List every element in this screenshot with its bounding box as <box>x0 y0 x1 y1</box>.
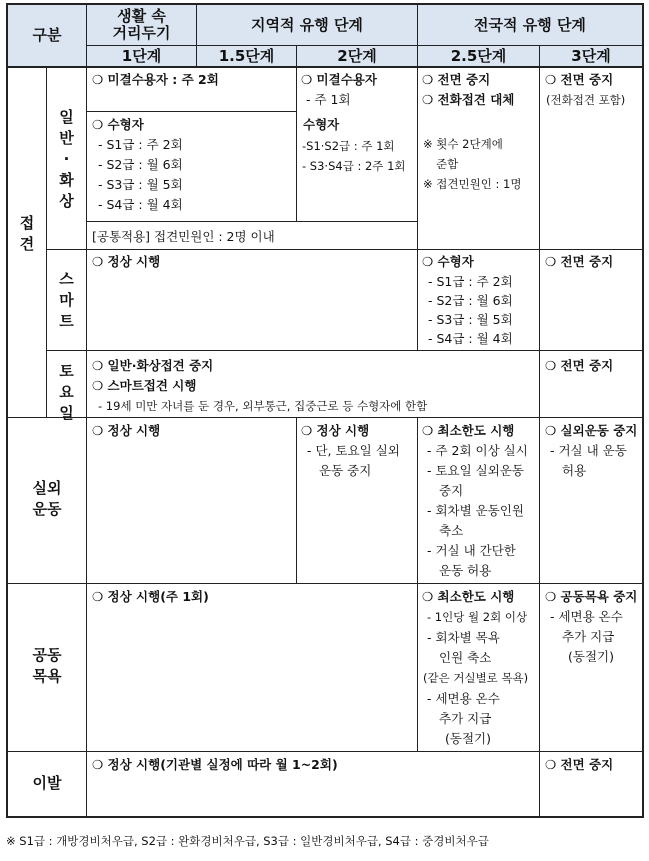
outdoor-l25-item: - 토요일 실외운동 <box>427 463 524 478</box>
header-level-3: 3단계 <box>571 46 611 65</box>
header-regional: 지역적 유행 단계 <box>251 15 363 34</box>
outdoor-l3-item: - 거실 내 운동 <box>550 443 627 458</box>
smart-l3: ❍ 전면 중지 <box>545 254 614 269</box>
general-l25-item: ❍ 전화접견 대체 <box>422 92 515 107</box>
section-haircut: 이발 <box>32 774 62 792</box>
general-l25-note1b: 준함 <box>436 157 459 171</box>
bath-l25: ❍ 최소한도 시행 <box>422 589 515 604</box>
general-l25-note2: ※ 접견민원인 : 1명 <box>423 177 522 191</box>
section-general: 일 반 · 화 상 <box>59 108 74 210</box>
section-saturday: 토 요 일 <box>59 362 74 422</box>
general-l1-inmate-item: - S3급 : 월 5회 <box>98 177 183 192</box>
header-national: 전국적 유행 단계 <box>474 15 586 34</box>
general-l25-note1: ※ 횟수 2단계에 <box>423 137 503 151</box>
general-l1-inmate-item: - S1급 : 주 2회 <box>98 137 183 152</box>
outdoor-l25: ❍ 최소한도 시행 <box>422 423 515 438</box>
smart-l25-title: ❍ 수형자 <box>422 254 474 269</box>
header-level-2: 2단계 <box>337 46 377 65</box>
general-l1-inmate: ❍ 수형자 <box>92 117 144 132</box>
bath-l25-item: - 1인당 월 2회 이상 <box>427 610 528 624</box>
bath-l25-item: (동절기) <box>445 731 491 746</box>
outdoor-l2-item: 운동 중지 <box>319 463 372 478</box>
bath-l3-item: 추가 지급 <box>562 629 615 644</box>
outdoor-l2: ❍ 정상 시행 <box>301 423 370 438</box>
section-visit: 접 견 <box>19 214 35 253</box>
outdoor-l1: ❍ 정상 시행 <box>92 423 161 438</box>
outdoor-l25-item: 운동 허용 <box>439 563 492 578</box>
smart-l25-item: - S1급 : 주 2회 <box>428 274 513 289</box>
distancing-table <box>6 3 644 818</box>
bath-l3: ❍ 공동목욕 중지 <box>545 589 638 604</box>
general-l3-stop: ❍ 전면 중지 <box>545 72 614 87</box>
smart-l25-item: - S2급 : 월 6회 <box>428 293 513 308</box>
header-level-2-5: 2.5단계 <box>450 46 507 65</box>
bath-l1: ❍ 정상 시행(주 1회) <box>92 589 209 604</box>
bath-l25-item: 추가 지급 <box>439 711 492 726</box>
general-l2-inmate: 수형자 <box>303 117 340 132</box>
general-l2-inmate-item: - S3·S4급 : 2주 1회 <box>302 159 406 173</box>
saturday-line1: ❍ 일반·화상접견 중지 <box>92 358 214 373</box>
smart-l25-item: - S3급 : 월 5회 <box>428 312 513 327</box>
outdoor-l3: ❍ 실외운동 중지 <box>545 423 638 438</box>
outdoor-l25-item: - 주 2회 이상 실시 <box>427 443 528 458</box>
bath-l3-item: - 세면용 온수 <box>550 609 623 624</box>
smart-l25-item: - S4급 : 월 4회 <box>428 331 513 346</box>
general-l2-inmate-item: -S1·S2급 : 주 1회 <box>302 139 395 153</box>
header-gubun: 구분 <box>32 26 62 44</box>
outdoor-l3-item: 허용 <box>562 463 587 478</box>
section-smart: 스 마 트 <box>59 270 74 330</box>
section-outdoor: 실외 운동 <box>32 479 62 518</box>
general-l2-unconvicted-sub: - 주 1회 <box>306 92 351 107</box>
saturday-line2: ❍ 스마트접견 시행 <box>92 378 197 393</box>
bath-l25-item: (같은 거실별로 목욕) <box>423 671 529 685</box>
outdoor-l25-item: - 거실 내 간단한 <box>427 543 516 558</box>
outdoor-l25-item: 축소 <box>439 523 464 538</box>
bath-l25-item: - 회차별 목욕 <box>427 630 500 645</box>
general-l3-note: (전화접견 포함) <box>546 93 626 107</box>
general-l1-unconvicted: ❍ 미결수용자 : 주 2회 <box>92 72 219 87</box>
footnote: ※ S1급 : 개방경비처우급, S2급 : 완화경비처우급, S3급 : 일반경비처우급, S4급 : 중경비처우급 <box>6 834 489 848</box>
saturday-line3: - 19세 미만 자녀를 둔 경우, 외부통근, 집중근로 등 수형자에 한함 <box>98 399 428 413</box>
outdoor-l25-item: 중지 <box>439 483 464 498</box>
header-level-1: 1단계 <box>121 46 162 65</box>
header-level-1-5: 1.5단계 <box>218 46 275 65</box>
bath-l25-item: 인원 축소 <box>439 650 492 665</box>
haircut-l3: ❍ 전면 중지 <box>545 757 614 772</box>
section-bath: 공동 목욕 <box>32 646 62 685</box>
outdoor-l2-item: - 단, 토요일 실외 <box>307 443 400 458</box>
haircut-l1: ❍ 정상 시행(기관별 실정에 따라 월 1~2회) <box>92 757 338 772</box>
header-social-distancing: 생활 속 거리두기 <box>112 7 171 42</box>
general-common: [공통적용] 접견민원인 : 2명 이내 <box>92 229 275 244</box>
bath-l25-item: - 세면용 온수 <box>427 691 500 706</box>
saturday-l3: ❍ 전면 중지 <box>545 358 614 373</box>
smart-l1: ❍ 정상 시행 <box>92 254 161 269</box>
general-l2-unconvicted: ❍ 미결수용자 <box>301 72 377 87</box>
general-l1-inmate-item: - S2급 : 월 6회 <box>98 157 183 172</box>
general-l25-item: ❍ 전면 중지 <box>422 72 491 87</box>
outdoor-l25-item: - 회차별 운동인원 <box>427 503 524 518</box>
bath-l3-item: (동절기) <box>568 649 614 664</box>
general-l1-inmate-item: - S4급 : 월 4회 <box>98 197 183 212</box>
